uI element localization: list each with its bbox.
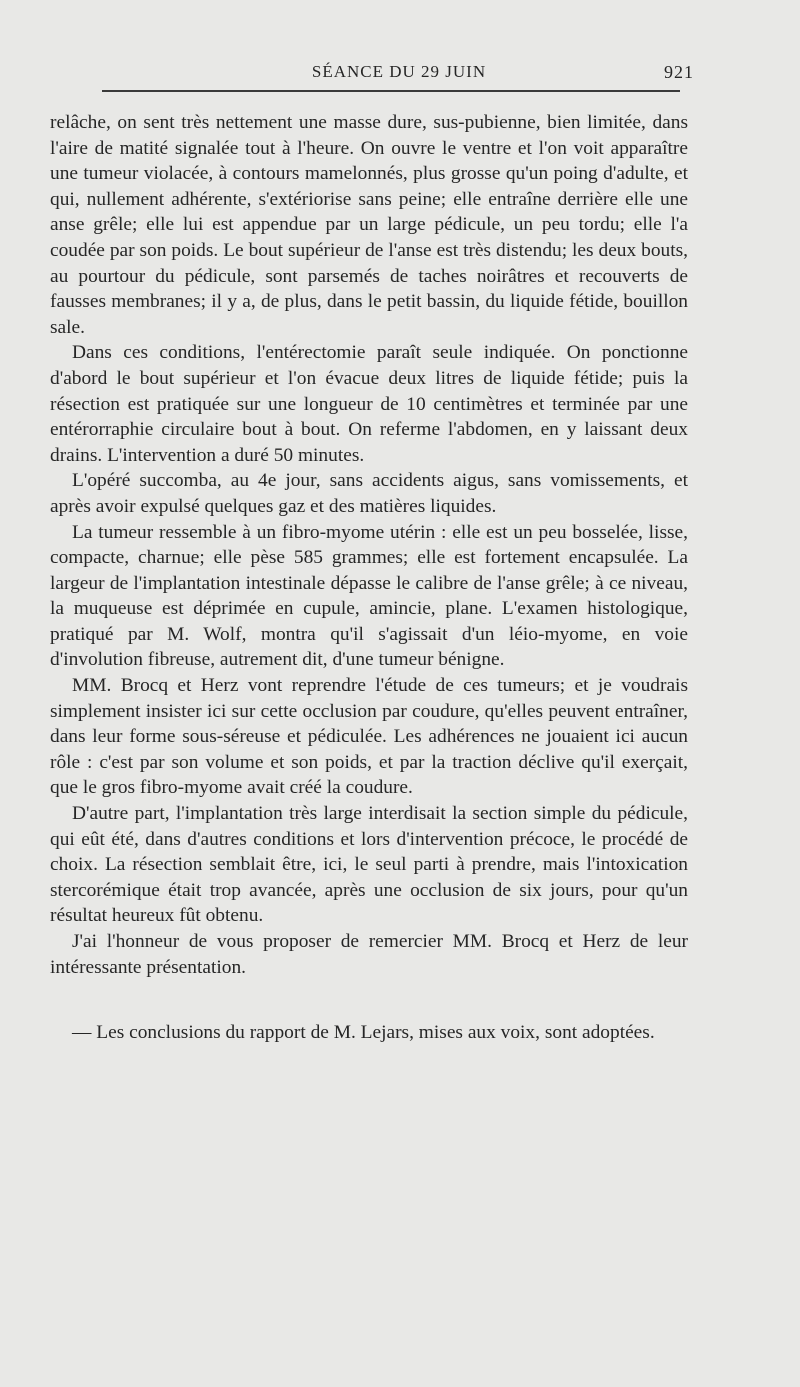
- paragraph: L'opéré succomba, au 4e jour, sans accidents aigus, sans vomissements, et après avoir expulsé quelques gaz et des matières liquides.: [50, 470, 688, 517]
- paragraph: MM. Brocq et Herz vont reprendre l'étude de ces tumeurs; et je voudrais simplement insister ici sur cette occlusion par coudure, qu'elles peuvent entraîner, dans leur forme sous-séreuse et pédiculée. Les adhérences ne jouaient ici aucun rôle : c'est par son volume et son poids, et par la traction déclive qu'il exerçait, que le gros fibro-myome avait créé la coudure.: [50, 675, 688, 799]
- paragraph: Dans ces conditions, l'entérectomie paraît seule indiquée. On ponctionne d'abord le bout supérieur et l'on évacue deux litres de liquide fétide; puis la résection est pratiquée sur une longueur de 10 centimètres et terminée par une entérorraphie circulaire bout à bout. On referme l'abdomen, en y laissant deux drains. L'intervention a duré 50 minutes.: [50, 342, 688, 466]
- body-text: [50, 110, 688, 1046]
- page-header: [50, 56, 694, 90]
- paragraph: relâche, on sent très nettement une masse dure, sus-pubienne, bien limitée, dans l'aire de matité signalée tout à l'heure. On ouvre le ventre et l'on voit apparaître une tumeur violacée, à contours mamelonnés, plus grosse qu'un poing d'adulte, et qui, nullement adhérente, s'extériorise sans peine; elle entraîne derrière elle une anse grêle; elle lui est appendue par un large pédicule, un peu tordu; elle l'a coudée par son poids. Le bout supérieur de l'anse est très distendu; les deux bouts, au pourtour du pédicule, sont parsemés de taches noirâtres et recouverts de fausses membranes; il y a, de plus, dans le petit bassin, du liquide fétide, bouillon sale.: [50, 112, 688, 338]
- section-spacer: [50, 980, 688, 1020]
- header-rule: [102, 90, 680, 92]
- page-number: 921: [664, 62, 694, 82]
- paragraph: D'autre part, l'implantation très large interdisait la section simple du pédicule, qui eût été, dans d'autres conditions et lors d'intervention précoce, le procédé de choix. La résection semblait être, ici, le seul parti à prendre, mais l'intoxication stercorémique était trop avancée, après une occlusion de six jours, pour qu'un résultat heureux fût obtenu.: [50, 803, 688, 927]
- running-title: SÉANCE DU 29 JUIN: [311, 62, 487, 81]
- paragraph: La tumeur ressemble à un fibro-myome utérin : elle est un peu bosselée, lisse, compacte, charnue; elle pèse 585 grammes; elle est fortement encapsulée. La largeur de l'implantation intestinale dépasse le calibre de l'anse grêle; à ce niveau, la muqueuse est déprimée en cupule, amincie, plane. L'examen histologique, pratiqué par M. Wolf, montra qu'il s'agissait d'un léio-myome, en voie d'involution fibreuse, autrement dit, d'une tumeur bénigne.: [50, 521, 688, 671]
- paragraph: J'ai l'honneur de vous proposer de remercier MM. Brocq et Herz de leur intéressante présentation.: [50, 931, 688, 978]
- closing-paragraph: — Les conclusions du rapport de M. Lejars, mises aux voix, sont adoptées.: [72, 1022, 655, 1044]
